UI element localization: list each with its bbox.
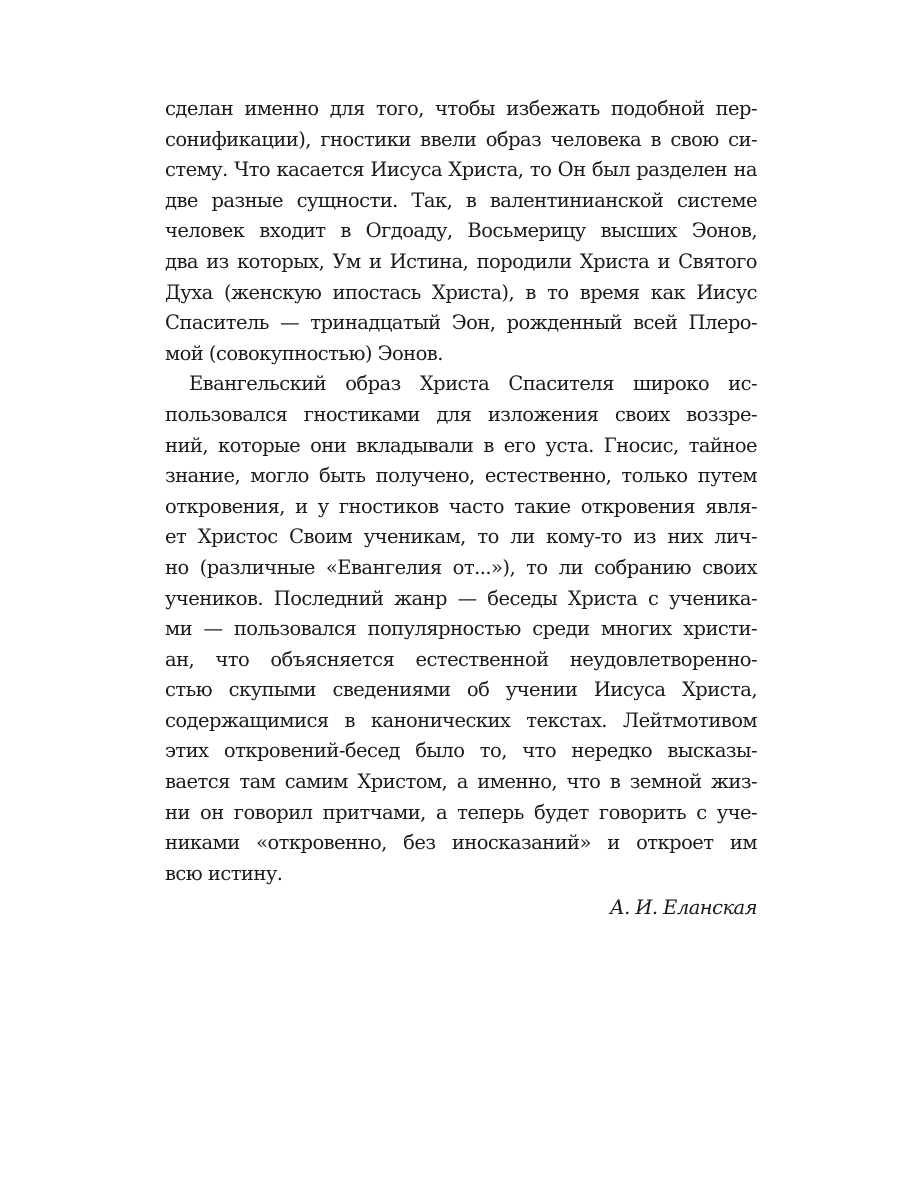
text-line: Евангельский образ Христа Спасителя широко ис- bbox=[189, 372, 757, 396]
text-line: ан, что объясняется естественной неудовлетворенно- bbox=[165, 647, 757, 671]
text-line: ний, которые они вкладывали в его уста. Гносис, тайное bbox=[165, 433, 757, 457]
text-line: стью скупыми сведениями об учении Иисуса Христа, bbox=[165, 678, 757, 702]
text-line: ет Христос Своим ученикам, то ли кому-то из них лич- bbox=[165, 525, 757, 549]
author-signature: А. И. Еланская bbox=[609, 896, 757, 920]
text-line: содержащимися в канонических текстах. Лейтмотивом bbox=[165, 708, 757, 732]
text-line: всю истину. bbox=[165, 861, 283, 885]
text-line: этих откровений-бесед было то, что нередко высказы- bbox=[165, 739, 757, 763]
text-line: но (различные «Евангелия от...»), то ли собранию своих bbox=[165, 555, 757, 579]
text-line: сделан именно для того, чтобы избежать подобной пер- bbox=[165, 97, 757, 120]
paragraph-1 bbox=[165, 94, 757, 369]
text-line: откровения, и у гностиков часто такие откровения явля- bbox=[165, 494, 757, 518]
book-page bbox=[165, 94, 757, 925]
text-line: две разные сущности. Так, в валентинианской системе bbox=[165, 188, 757, 212]
text-line: ни он говорил притчами, а теперь будет говорить с уче- bbox=[165, 800, 757, 824]
text-line: учеников. Последний жанр — беседы Христа с ученика- bbox=[165, 586, 757, 610]
text-line: знание, могло быть получено, естественно, только путем bbox=[165, 464, 757, 488]
text-line: ми — пользовался популярностью среди многих христи- bbox=[165, 617, 757, 641]
text-line: никами «откровенно, без иносказаний» и откроет им bbox=[165, 831, 757, 855]
text-line: сонификации), гностики ввели образ человека в свою си- bbox=[165, 127, 757, 151]
text-line: мой (совокупностью) Эонов. bbox=[165, 341, 443, 365]
paragraph-2 bbox=[165, 369, 757, 889]
text-line: два из которых, Ум и Истина, породили Христа и Святого bbox=[165, 249, 757, 273]
text-line: человек входит в Огдоаду, Восьмерицу высших Эонов, bbox=[165, 219, 757, 243]
text-line: пользовался гностиками для изложения своих воззре- bbox=[165, 402, 757, 426]
text-line: стему. Что касается Иисуса Христа, то Он был разделен на bbox=[165, 158, 757, 182]
text-line: вается там самим Христом, а именно, что в земной жиз- bbox=[165, 770, 757, 794]
text-line: Спаситель — тринадцатый Эон, рожденный всей Плеро- bbox=[165, 311, 757, 335]
text-line: Духа (женскую ипостась Христа), в то время как Иисус bbox=[165, 280, 757, 304]
